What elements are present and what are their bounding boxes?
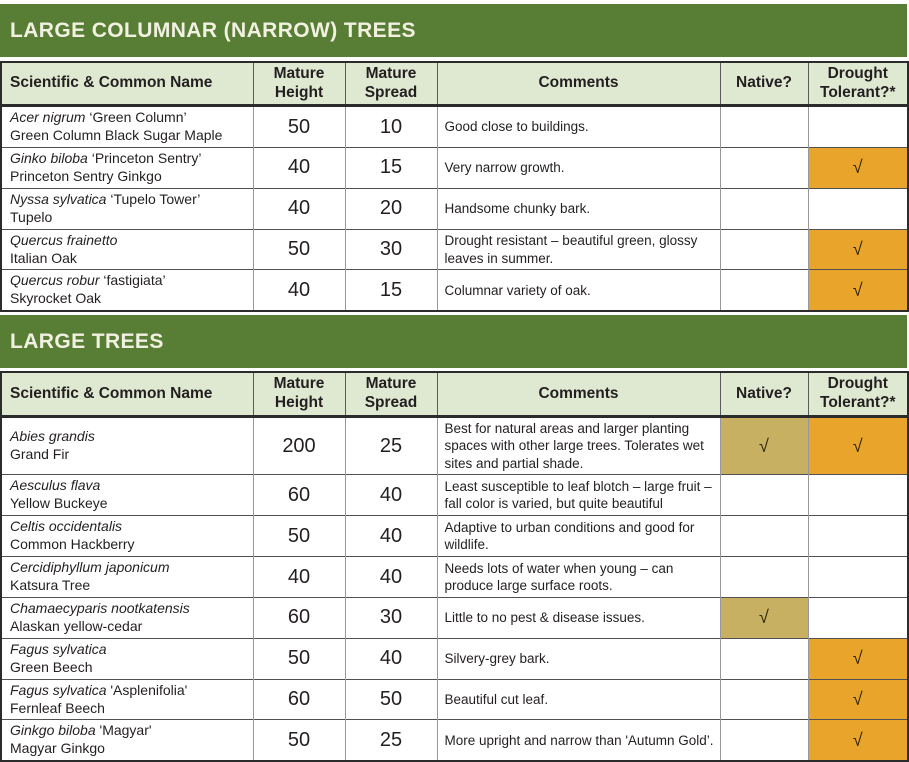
comments-cell: Adaptive to urban conditions and good for wildlife.	[437, 516, 720, 557]
checkmark-icon: √	[852, 689, 863, 710]
common-name: Grand Fir	[10, 446, 70, 463]
col-header-drought-tolerant: Drought Tolerant?*	[808, 372, 908, 416]
common-name: Yellow Buckeye	[10, 495, 108, 512]
common-name: Italian Oak	[10, 249, 77, 266]
native-check-cell	[720, 557, 808, 598]
mature-spread-cell: 10	[345, 106, 437, 148]
scientific-name: Fagus sylvatica 'Asplenifolia'	[10, 681, 188, 698]
drought-check-cell	[808, 106, 908, 148]
native-check-cell	[720, 416, 808, 475]
col-header-mature-spread: Mature Spread	[345, 62, 437, 106]
tree-name-cell	[1, 106, 253, 148]
table-row	[1, 638, 908, 679]
mature-height-cell: 50	[253, 106, 345, 148]
table-header-row	[1, 372, 908, 416]
mature-height-cell: 50	[253, 638, 345, 679]
common-name: Green Beech	[10, 658, 93, 675]
mature-spread-cell: 15	[345, 270, 437, 311]
comments-cell: Handsome chunky bark.	[437, 188, 720, 229]
drought-check-cell	[808, 638, 908, 679]
table-row	[1, 720, 908, 761]
mature-height-cell: 50	[253, 720, 345, 761]
comments-cell: Good close to buildings.	[437, 106, 720, 148]
table-row	[1, 270, 908, 311]
scientific-name: Ginko biloba ‘Princeton Sentry’	[10, 150, 202, 166]
col-header-scientific-common-name: Scientific & Common Name	[1, 62, 253, 106]
native-check-cell	[720, 188, 808, 229]
checkmark-icon: √	[852, 239, 863, 260]
table-row	[1, 557, 908, 598]
tree-name-cell	[1, 638, 253, 679]
table-row	[1, 229, 908, 270]
checkmark-icon: √	[852, 157, 863, 178]
common-name: Skyrocket Oak	[10, 290, 102, 307]
mature-height-cell: 40	[253, 270, 345, 311]
mature-spread-cell: 15	[345, 148, 437, 189]
checkmark-icon: √	[852, 729, 863, 750]
common-name: Green Column Black Sugar Maple	[10, 127, 223, 144]
section-large-trees	[0, 315, 907, 762]
drought-check-cell	[808, 679, 908, 720]
col-header-mature-height: Mature Height	[253, 62, 345, 106]
table-row	[1, 416, 908, 475]
comments-cell: Silvery-grey bark.	[437, 638, 720, 679]
tree-name-cell	[1, 598, 253, 639]
drought-check-cell	[808, 557, 908, 598]
mature-spread-cell: 25	[345, 416, 437, 475]
mature-spread-cell: 40	[345, 638, 437, 679]
scientific-name: Quercus robur ‘fastigiata’	[10, 272, 166, 289]
section-banner	[0, 4, 907, 57]
mature-spread-cell: 30	[345, 598, 437, 639]
scientific-name: Ginkgo biloba 'Magyar'	[10, 722, 152, 739]
checkmark-icon: √	[852, 279, 863, 300]
mature-height-cell: 60	[253, 598, 345, 639]
table-row	[1, 106, 908, 148]
comments-cell: Beautiful cut leaf.	[437, 679, 720, 720]
common-name: Princeton Sentry Ginkgo	[10, 167, 162, 184]
native-check-cell	[720, 148, 808, 189]
native-check-cell	[720, 679, 808, 720]
tree-name-cell	[1, 720, 253, 761]
comments-cell: Best for natural areas and larger planting spaces with other large trees. Tolerates wet sites and partial shade.	[437, 416, 720, 475]
col-header-native: Native?	[720, 62, 808, 106]
table-header-row	[1, 62, 908, 106]
tree-name-cell	[1, 475, 253, 516]
mature-spread-cell: 25	[345, 720, 437, 761]
comments-cell: Columnar variety of oak.	[437, 270, 720, 311]
comments-cell: Little to no pest & disease issues.	[437, 598, 720, 639]
table-row	[1, 679, 908, 720]
drought-check-cell	[808, 598, 908, 639]
table-row	[1, 516, 908, 557]
col-header-comments: Comments	[437, 62, 720, 106]
common-name: Magyar Ginkgo	[10, 740, 105, 757]
checkmark-icon: √	[852, 435, 863, 456]
mature-spread-cell: 40	[345, 516, 437, 557]
drought-check-cell	[808, 270, 908, 311]
comments-cell: Drought resistant – beautiful green, glossy leaves in summer.	[437, 229, 720, 270]
comments-cell: More upright and narrow than 'Autumn Gold’.	[437, 720, 720, 761]
drought-check-cell	[808, 229, 908, 270]
common-name: Tupelo	[10, 208, 53, 225]
native-check-cell	[720, 598, 808, 639]
columnar-trees-table	[0, 61, 909, 312]
tree-name-cell	[1, 516, 253, 557]
table-row	[1, 188, 908, 229]
section-banner	[0, 315, 907, 368]
large-trees-table	[0, 371, 909, 762]
scientific-name: Celtis occidentalis	[10, 518, 123, 535]
drought-check-cell	[808, 516, 908, 557]
scientific-name: Acer nigrum ‘Green Column’	[10, 109, 187, 126]
mature-height-cell: 200	[253, 416, 345, 475]
common-name: Common Hackberry	[10, 536, 135, 553]
mature-height-cell: 50	[253, 516, 345, 557]
common-name: Fernleaf Beech	[10, 699, 105, 716]
mature-height-cell: 40	[253, 148, 345, 189]
drought-check-cell	[808, 188, 908, 229]
table-body	[1, 416, 908, 761]
tree-name-cell	[1, 229, 253, 270]
checkmark-icon: √	[759, 607, 769, 628]
native-check-cell	[720, 229, 808, 270]
tree-name-cell	[1, 148, 253, 189]
tree-name-cell	[1, 679, 253, 720]
mature-height-cell: 60	[253, 679, 345, 720]
native-check-cell	[720, 516, 808, 557]
mature-height-cell: 40	[253, 188, 345, 229]
comments-cell: Least susceptible to leaf blotch – large fruit – fall color is varied, but quite beautiful	[437, 475, 720, 516]
col-header-drought-tolerant: Drought Tolerant?*	[808, 62, 908, 106]
scientific-name: Aesculus flava	[10, 477, 101, 494]
mature-spread-cell: 20	[345, 188, 437, 229]
tree-name-cell	[1, 270, 253, 311]
native-check-cell	[720, 638, 808, 679]
native-check-cell	[720, 270, 808, 311]
section-title: LARGE TREES	[10, 329, 164, 353]
checkmark-icon: √	[759, 435, 769, 456]
tree-name-cell	[1, 557, 253, 598]
drought-check-cell	[808, 720, 908, 761]
col-header-comments: Comments	[437, 372, 720, 416]
mature-spread-cell: 50	[345, 679, 437, 720]
table-row	[1, 598, 908, 639]
native-check-cell	[720, 720, 808, 761]
drought-check-cell	[808, 475, 908, 516]
scientific-name: Chamaecyparis nootkatensis	[10, 600, 190, 617]
section-title: LARGE COLUMNAR (NARROW) TREES	[10, 18, 416, 42]
tree-name-cell	[1, 188, 253, 229]
comments-cell: Very narrow growth.	[437, 148, 720, 189]
tree-name-cell	[1, 416, 253, 475]
mature-spread-cell: 30	[345, 229, 437, 270]
scientific-name: Nyssa sylvatica ‘Tupelo Tower’	[10, 190, 201, 207]
table-body	[1, 106, 908, 312]
comments-cell: Needs lots of water when young – can produce large surface roots.	[437, 557, 720, 598]
drought-check-cell	[808, 416, 908, 475]
col-header-scientific-common-name: Scientific & Common Name	[1, 372, 253, 416]
mature-spread-cell: 40	[345, 557, 437, 598]
native-check-cell	[720, 475, 808, 516]
scientific-name: Fagus sylvatica	[10, 640, 107, 657]
checkmark-icon: √	[852, 648, 863, 669]
mature-height-cell: 50	[253, 229, 345, 270]
drought-check-cell	[808, 148, 908, 189]
common-name: Katsura Tree	[10, 577, 91, 594]
scientific-name: Cercidiphyllum japonicum	[10, 559, 170, 576]
scientific-name: Abies grandis	[10, 428, 95, 445]
col-header-native: Native?	[720, 372, 808, 416]
mature-spread-cell: 40	[345, 475, 437, 516]
table-row	[1, 148, 908, 189]
col-header-mature-height: Mature Height	[253, 372, 345, 416]
mature-height-cell: 40	[253, 557, 345, 598]
section-large-columnar-trees	[0, 4, 907, 312]
col-header-mature-spread: Mature Spread	[345, 372, 437, 416]
table-row	[1, 475, 908, 516]
mature-height-cell: 60	[253, 475, 345, 516]
native-check-cell	[720, 106, 808, 148]
common-name: Alaskan yellow-cedar	[10, 617, 143, 634]
scientific-name: Quercus frainetto	[10, 231, 118, 248]
